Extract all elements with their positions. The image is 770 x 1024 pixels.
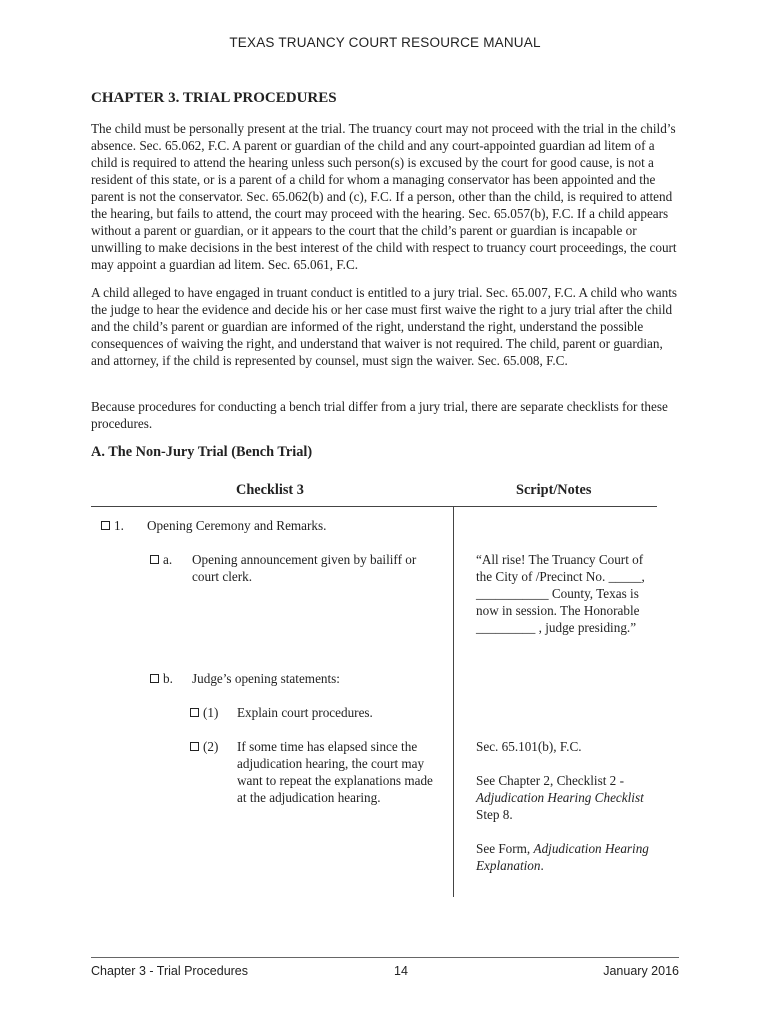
checkbox-icon bbox=[101, 521, 110, 530]
chapter-title: CHAPTER 3. TRIAL PROCEDURES bbox=[91, 90, 337, 106]
checklist-item-1 bbox=[101, 517, 124, 534]
body-paragraph-1: The child must be personally present at the trial. The truancy court may not proceed with the trial in the child’s absence. Sec. 65.062, F.C. A parent or guardian of the child and any court-appointed guardian ad litem of a child is required to attend the hearing unless such person(s) is excused by the court for good cause, is not a resident of this state, or is a parent of a child for whom a managing conservator has been appointed and the parent is not the conservator. Sec. 65.062(b) and (c), F.C. If a person, other than the child, is required to attend the hearing, but fails to attend, the court may proceed with the hearing. Sec. 65.057(b), F.C. If a child appears without a parent or guardian, or it appears to the court that the child’s parent or guardian is incapable or unwilling to make decisions in the best interest of the child with respect to truancy court proceedings, the court may appoint a guardian ad litem. Sec. 65.061, F.C. bbox=[91, 121, 677, 272]
script-note-statute: Sec. 65.101(b), F.C. bbox=[476, 739, 582, 754]
checklist-item-b2 bbox=[190, 738, 218, 755]
column-divider bbox=[453, 507, 454, 897]
checkbox-icon bbox=[150, 555, 159, 564]
running-header: TEXAS TRUANCY COURT RESOURCE MANUAL bbox=[229, 35, 541, 50]
checklist-item-b bbox=[150, 670, 173, 687]
footer-date: January 2016 bbox=[603, 964, 679, 978]
body-paragraph-2: A child alleged to have engaged in truant conduct is entitled to a jury trial. Sec. 65.007, F.C. A child who wants the judge to hear the evidence and decide his or her case must first waive the right to a jury trial after the child and the child’s parent or guardian are informed of the right, understand the right, understand the possible consequences of waiving the right, and understand that waiver is not required. The child, parent or guardian, and attorney, if the child is represented by counsel, must sign the waiver. Sec. 65.008, F.C. bbox=[91, 285, 678, 368]
item-marker: b. bbox=[163, 671, 173, 686]
item-marker: (1) bbox=[203, 705, 219, 720]
checklist-item-a bbox=[150, 551, 172, 568]
footer-chapter-label: Chapter 3 - Trial Procedures bbox=[91, 964, 249, 978]
item-marker: a. bbox=[163, 552, 173, 567]
table-header-rule bbox=[91, 506, 657, 507]
item-b2-text: If some time has elapsed since the adjudication hearing, the court may want to repeat the explanations made at the adjudication hearing. bbox=[237, 739, 433, 805]
section-heading: A. The Non-Jury Trial (Bench Trial) bbox=[91, 444, 313, 460]
script-note-see-form: See Form, Adjudication Hearing Explanation. bbox=[476, 841, 649, 873]
checklist-column-heading: Checklist 3 bbox=[236, 482, 304, 498]
checkbox-icon bbox=[190, 742, 199, 751]
item-b-text: Judge’s opening statements: bbox=[192, 671, 340, 686]
checklist-item-b1 bbox=[190, 704, 218, 721]
script-note-see-chapter: See Chapter 2, Checklist 2 - Adjudication Hearing Checklist Step 8. bbox=[476, 773, 644, 822]
item-b1-text: Explain court procedures. bbox=[237, 705, 373, 720]
body-paragraph-3: Because procedures for conducting a bench trial differ from a jury trial, there are separate checklists for these procedures. bbox=[91, 399, 668, 431]
script-note-a: “All rise! The Truancy Court of the City of /Precinct No. _____, ___________ County, Texas is now in session. The Honorable _________ , judge presiding.” bbox=[476, 552, 645, 635]
item-a-text: Opening announcement given by bailiff or court clerk. bbox=[192, 552, 417, 584]
checkbox-icon bbox=[190, 708, 199, 717]
item-1-text: Opening Ceremony and Remarks. bbox=[147, 518, 327, 533]
page-number: 14 bbox=[394, 964, 408, 978]
checkbox-icon bbox=[150, 674, 159, 683]
notes-column-heading: Script/Notes bbox=[516, 482, 592, 498]
item-marker: 1. bbox=[114, 518, 124, 533]
item-marker: (2) bbox=[203, 739, 219, 754]
footer-rule bbox=[91, 957, 679, 958]
